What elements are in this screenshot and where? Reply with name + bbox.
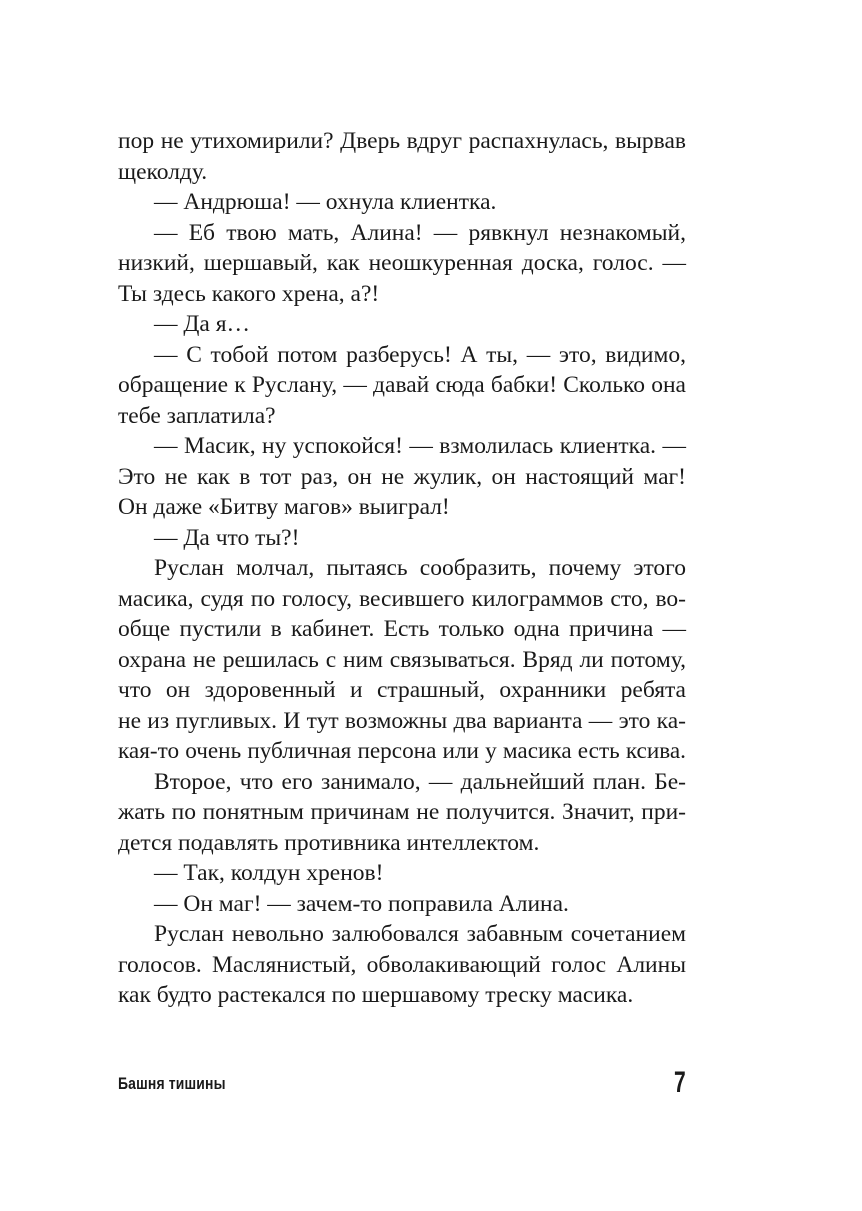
text-line: не из пугливых. И тут возможны два варианта — это ка- [118, 707, 686, 734]
text-line: дется подавлять противника интеллектом. [118, 829, 540, 856]
text-line: Руслан молчал, пытаясь сообразить, почему этого [154, 555, 686, 581]
text-line: низкий, шершавый, как неошкуренная доска, голос. — [118, 250, 686, 276]
text-line: обращение к Руслану, — давай сюда бабки! Сколько она [118, 372, 686, 398]
text-line: — Масик, ну успокойся! — взмолилась клиентка. — [154, 433, 686, 459]
text-line: обще пустили в кабинет. Есть только одна причина — [118, 616, 686, 642]
text-line: охрана не решилась с ним связываться. Вряд ли потому, [118, 646, 686, 673]
text-line: Это не как в тот раз, он не жулик, он настоящий маг! [118, 463, 686, 490]
text-line: Ты здесь какого хрена, а?! [118, 280, 380, 307]
text-line: как будто растекался по шершавому треску масика. [118, 982, 634, 1008]
text-line: Руслан невольно залюбовался забавным сочетанием [154, 921, 686, 947]
running-footer-title: Башня тишины [118, 1074, 226, 1093]
text-line: что он здоровенный и страшный, охранники ребята [118, 677, 686, 703]
body-text [118, 126, 686, 1011]
text-line: — С тобой потом разберусь! А ты, — это, видимо, [154, 341, 686, 368]
text-line: щеколду. [118, 158, 208, 185]
text-line: Второе, что его занимало, — дальнейший план. Бе- [154, 768, 686, 795]
text-line: — Андрюша! — охнула клиентка. [154, 189, 497, 215]
text-line: — Да что ты?! [154, 524, 300, 551]
text-line: — Да я… [154, 311, 251, 337]
text-line: голосов. Маслянистый, обволакивающий голос Алины [118, 951, 686, 978]
text-line: Он даже «Битву магов» выиграл! [118, 494, 450, 520]
page-number: 7 [674, 1066, 686, 1099]
text-line: — Так, колдун хренов! [154, 860, 384, 886]
text-line: пор не утихомирили? Дверь вдруг распахнулась, вырвав [118, 128, 686, 154]
text-line: — Он маг! — зачем-то поправила Алина. [154, 890, 569, 917]
text-line: жать по понятным причинам не получится. Значит, при- [118, 799, 686, 825]
text-line: кая-то очень публичная персона или у масика есть ксива. [118, 738, 686, 764]
text-line: — Еб твою мать, Алина! — рявкнул незнакомый, [154, 219, 686, 246]
text-line: тебе заплатила? [118, 402, 276, 429]
text-line: масика, судя по голосу, весившего килограммов сто, во- [118, 585, 686, 612]
